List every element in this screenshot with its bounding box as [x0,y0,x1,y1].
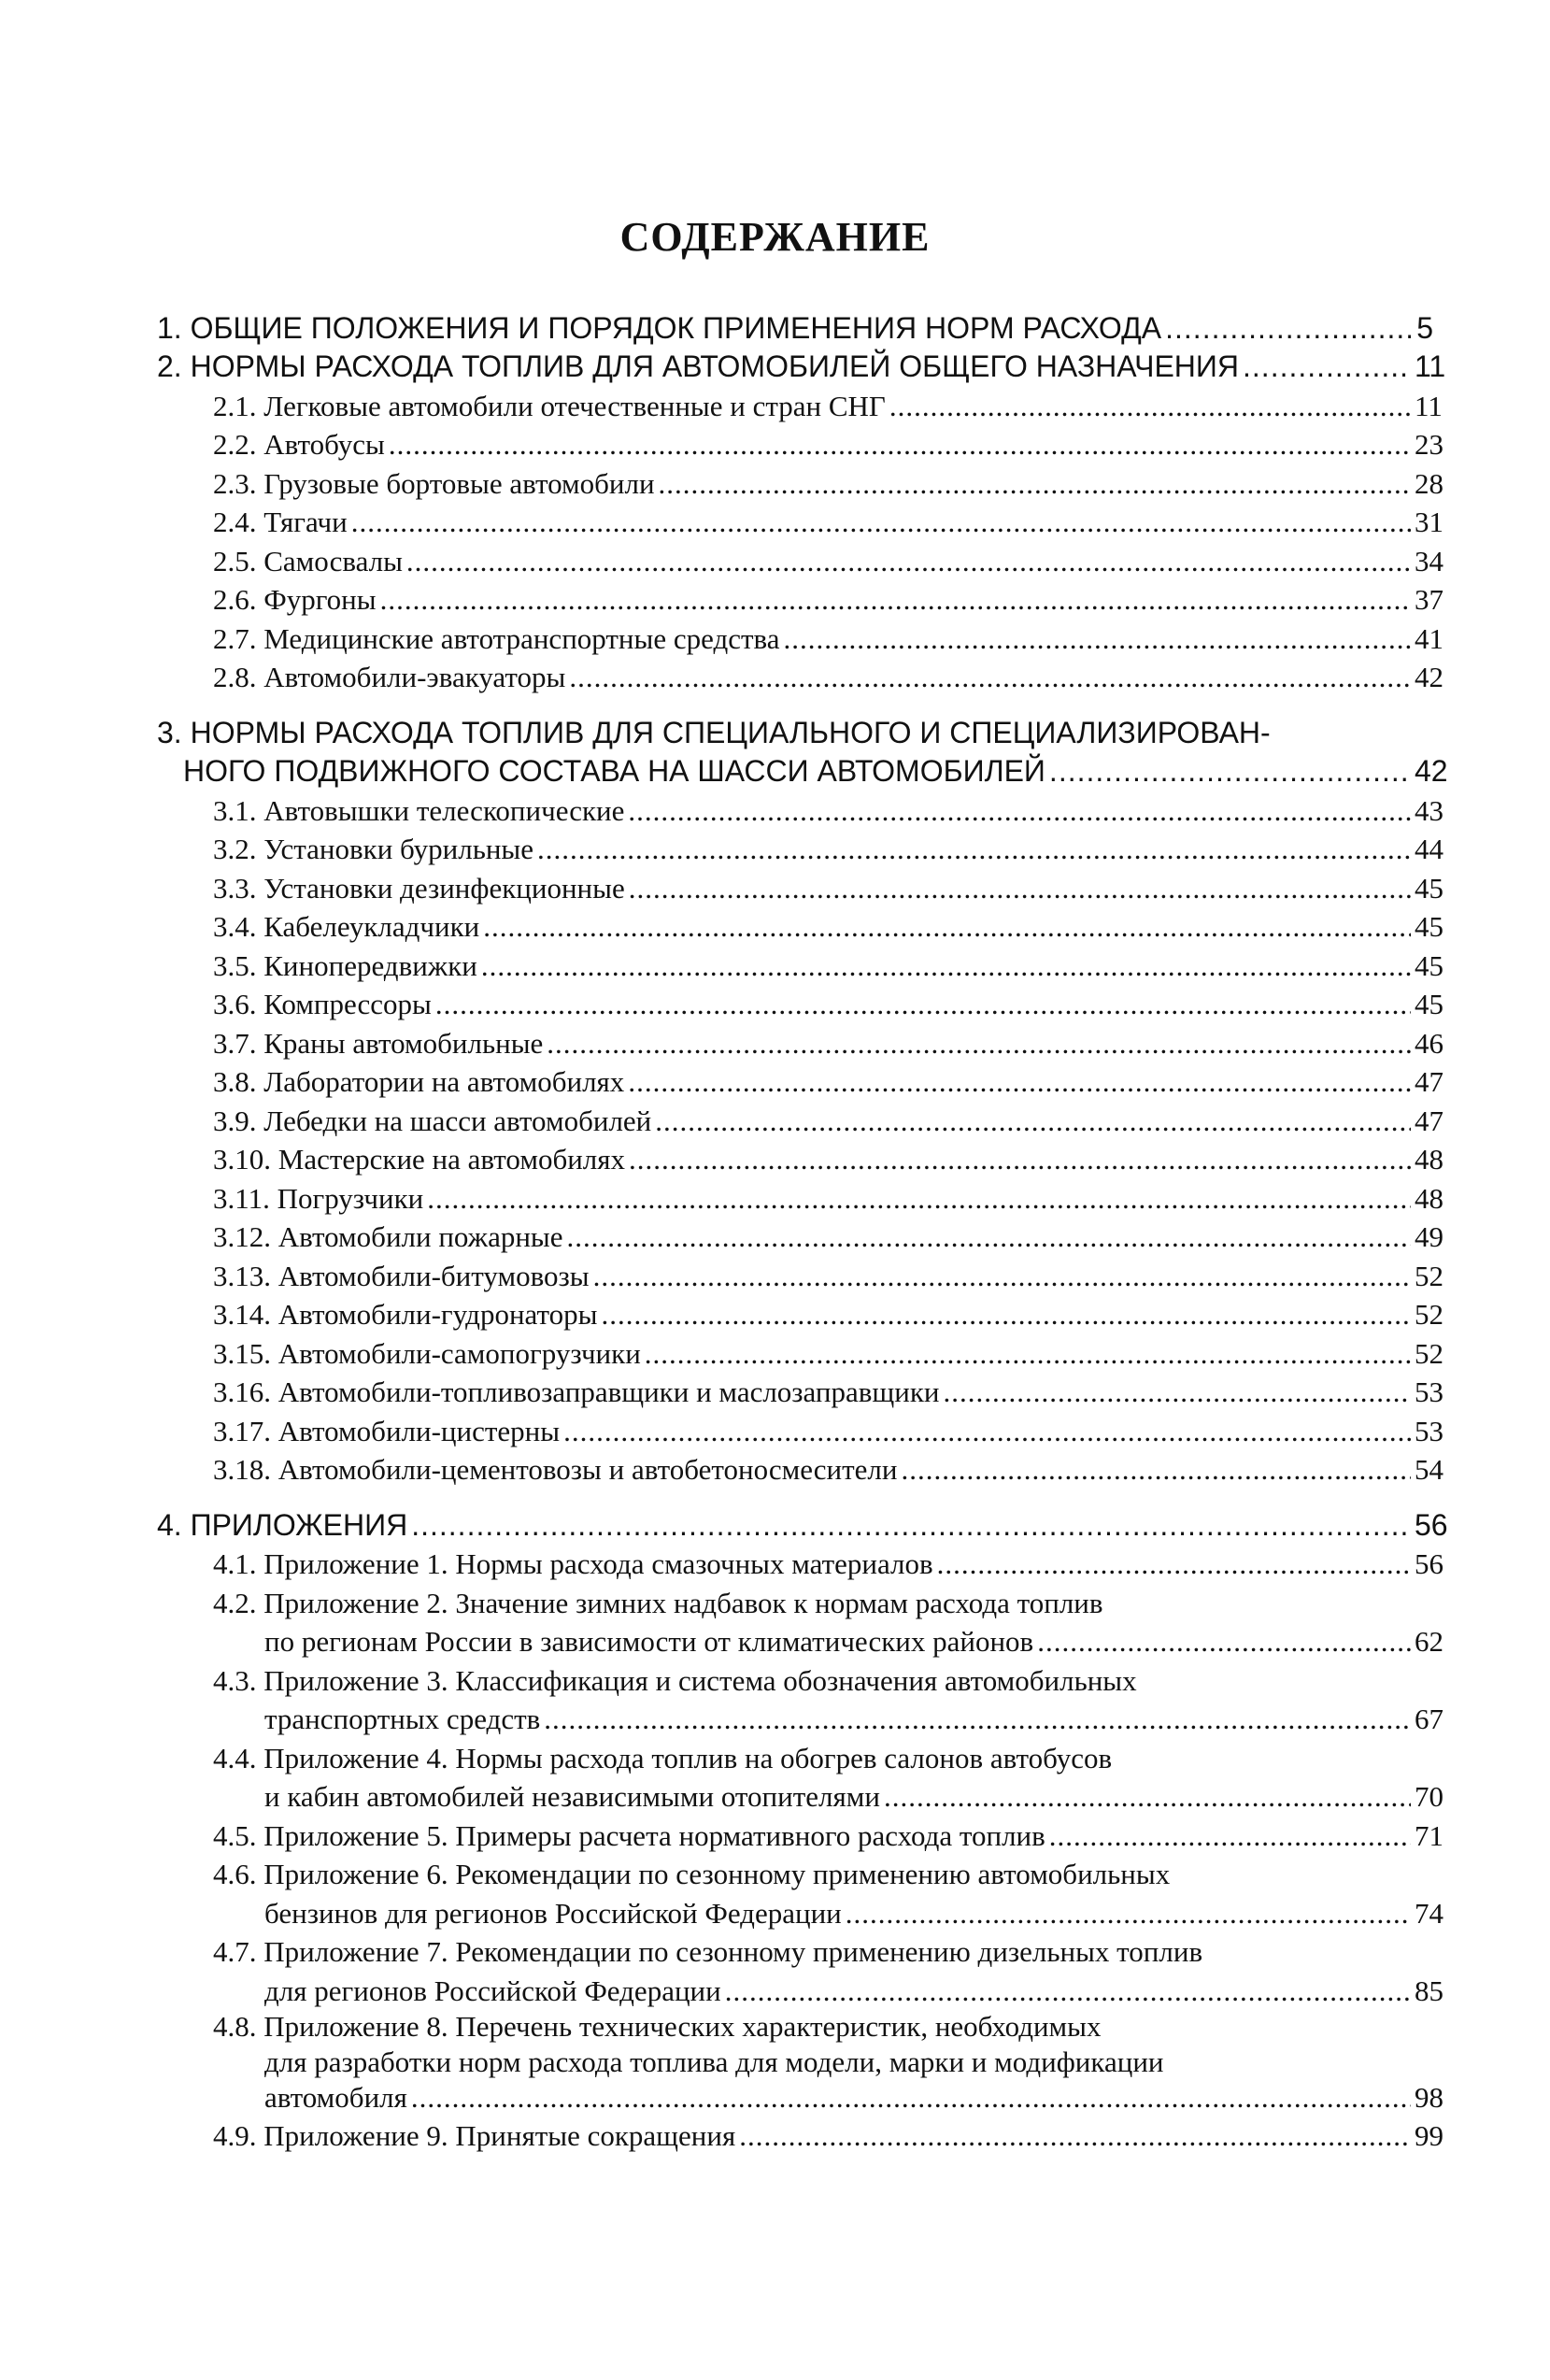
toc-page-number: 49 [1415,1220,1443,1253]
toc-entry-title: 3.13. Автомобили-битумовозы [213,1259,590,1292]
dot-leader [629,1143,1411,1176]
toc-entry-title: 3.4. Кабелеукладчики [213,910,480,943]
toc-page-number: 44 [1415,833,1443,865]
toc-page-number: 67 [1415,1703,1443,1735]
toc-entry [0,1023,1550,1062]
toc-entry [0,1855,1550,1894]
toc-page-number: 56 [1415,1507,1448,1542]
toc-entry-title: 2.7. Медицинские автотранспортные средства [213,621,780,655]
toc-title: 3. НОРМЫ РАСХОДА ТОПЛИВ ДЛЯ СПЕЦИАЛЬНОГО И СПЕЦИАЛИЗИРОВАН- [157,715,1271,749]
toc-entry [0,1295,1550,1334]
toc-entry-title: бензинов для регионов Российской Федерации [264,1896,842,1930]
toc-page-number: 53 [1415,1414,1443,1447]
toc-entry [0,1816,1550,1855]
toc-entry-title: 2.6. Фургоны [213,583,377,616]
dot-leader [628,1065,1411,1099]
toc-entry-title: 3.9. Лебедки на шасси автомобилей [213,1104,652,1137]
dot-leader [645,1337,1411,1371]
toc-entry [0,1101,1550,1140]
dot-leader [427,1182,1411,1216]
toc-entry [0,1450,1550,1489]
toc-entry-title: 4.8. Приложение 8. Перечень технических характеристик, необходимых [213,2009,1102,2043]
toc-entry [0,619,1550,658]
toc-entry-title: 2.5. Самосвалы [213,544,403,577]
toc-entry [0,1660,1550,1700]
toc-page-number: 37 [1415,583,1443,616]
toc-title: НОГО ПОДВИЖНОГО СОСТАВА НА ШАССИ АВТОМОБИЛЕЙ [183,754,1045,788]
toc-entry [0,425,1550,464]
toc-entry-title: 2.3. Грузовые бортовые автомобили [213,466,655,500]
toc-entry-title: 2.2. Автобусы [213,428,385,461]
toc-page-number: 98 [1415,2080,1443,2114]
toc-entry [0,580,1550,620]
toc-page-number: 56 [1415,1547,1443,1580]
dot-leader [601,1298,1411,1332]
toc-title: 4. ПРИЛОЖЕНИЯ [157,1507,408,1542]
toc-entry [0,1738,1550,1777]
toc-entry-title: 3.15. Автомобили-самопогрузчики [213,1336,641,1370]
dot-leader [547,1027,1411,1061]
dot-leader [901,1453,1411,1487]
toc-page-number: 70 [1415,1780,1443,1813]
toc-entry [0,1218,1550,1257]
toc-section-3-cont [0,752,1550,791]
dot-leader [406,545,1411,578]
toc-entry-title: автомобиля [264,2080,407,2114]
toc-entry-cont [0,1700,1550,1739]
dot-leader [629,872,1411,905]
toc-entry-cont [0,1971,1550,2010]
toc-entry-title: для регионов Российской Федерации [264,1974,721,2007]
dot-leader [1165,311,1411,346]
toc-entry [0,1545,1550,1584]
toc-entry-title: 3.10. Мастерские на автомобилях [213,1143,626,1176]
toc-entry-cont [0,2081,1550,2116]
toc-entry-title: 3.12. Автомобили пожарные [213,1220,563,1253]
dot-leader [889,390,1411,423]
toc-page-number: 45 [1415,988,1443,1020]
dot-leader [351,506,1411,539]
dot-leader [937,1547,1411,1581]
toc-entry [0,1140,1550,1179]
toc-entry-title: 3.1. Автовышки телескопические [213,793,625,827]
toc-entry-cont [0,1893,1550,1932]
toc-page-number: 52 [1415,1298,1443,1331]
toc-page-number: 45 [1415,871,1443,905]
toc-entry [0,503,1550,542]
toc-page-number: 34 [1415,544,1443,577]
toc-entry [0,1373,1550,1412]
toc-entry-cont [0,2045,1550,2081]
dot-leader [483,910,1411,944]
dot-leader [628,794,1411,828]
toc-page-number: 85 [1415,1974,1443,2007]
toc-entry [0,830,1550,869]
toc-page-number: 5 [1416,310,1433,345]
toc-page-number: 99 [1415,2119,1443,2152]
page-title: СОДЕРЖАНИЕ [619,214,931,260]
toc-page-number: 53 [1415,1375,1443,1408]
toc-entry [0,658,1550,697]
toc-section-3 [0,713,1550,752]
toc-entry [0,1932,1550,1972]
toc-entry [0,1411,1550,1450]
toc-page-number: 62 [1415,1625,1443,1658]
toc-title: 1. ОБЩИЕ ПОЛОЖЕНИЯ И ПОРЯДОК ПРИМЕНЕНИЯ НОРМ РАСХОДА [157,310,1162,345]
toc-entry-title: 3.14. Автомобили-гудронаторы [213,1298,598,1331]
dot-leader [411,2081,1411,2115]
dot-leader [593,1260,1411,1293]
toc-page-number: 11 [1415,389,1443,422]
toc-entry-title: 4.3. Приложение 3. Классификация и система обозначения автомобильных [213,1663,1137,1697]
toc-entry [0,2116,1550,2156]
dot-leader [1049,1819,1411,1853]
toc-entry-title: 4.1. Приложение 1. Нормы расхода смазочных материалов [213,1547,933,1580]
toc-page-number: 47 [1415,1065,1443,1098]
toc-entry-title: 3.11. Погрузчики [213,1181,424,1215]
dot-leader [1243,349,1411,384]
toc-page-number: 42 [1415,754,1448,788]
toc-entry-title: 4.4. Приложение 4. Нормы расхода топлив на обогрев салонов автобусов [213,1741,1113,1774]
toc-page-number: 74 [1415,1896,1443,1930]
toc-page-number: 23 [1415,428,1443,461]
toc-section-4 [0,1505,1550,1545]
dot-leader [537,833,1411,866]
toc-section-2 [0,348,1550,387]
toc-entry-title: 3.18. Автомобили-цементовозы и автобетоносмесители [213,1453,898,1486]
dot-leader [784,622,1411,656]
toc-entry-title: 3.5. Кинопередвижки [213,948,477,982]
dot-leader [659,467,1411,501]
toc-entry [0,868,1550,907]
toc-entry-title: 3.3. Установки дезинфекционные [213,871,625,905]
toc-section-1 [0,308,1550,348]
toc-page-number: 42 [1415,661,1443,693]
toc-entry [0,386,1550,425]
toc-entry-title: 4.9. Приложение 9. Принятые сокращения [213,2119,736,2152]
toc-entry-title: 4.6. Приложение 6. Рекомендации по сезонному применению автомобильных [213,1858,1171,1890]
toc-entry-title: по регионам России в зависимости от климатических районов [264,1625,1034,1658]
toc-title: 2. НОРМЫ РАСХОДА ТОПЛИВ ДЛЯ АВТОМОБИЛЕЙ ОБЩЕГО НАЗНАЧЕНИЯ [157,349,1240,383]
toc-page-number: 43 [1415,793,1443,827]
toc-entry-title: 4.2. Приложение 2. Значение зимних надбавок к нормам расхода топлив [213,1586,1103,1619]
toc-entry [0,463,1550,503]
toc-entry [0,1178,1550,1218]
toc-entry-cont [0,1777,1550,1817]
toc-page-number: 11 [1415,349,1446,383]
table-of-contents [0,308,1550,2155]
toc-page-number: 71 [1415,1818,1443,1852]
toc-entry [0,1333,1550,1373]
toc-entry-title: 3.16. Автомобили-топливозаправщики и маслозаправщики [213,1375,940,1408]
toc-entry-title: 2.1. Легковые автомобили отечественные и стран СНГ [213,389,886,422]
toc-entry [0,791,1550,830]
toc-page-number: 45 [1415,948,1443,982]
dot-leader [884,1780,1411,1814]
toc-entry-title: 3.7. Краны автомобильные [213,1026,544,1060]
toc-page-number: 45 [1415,910,1443,943]
toc-entry [0,946,1550,985]
dot-leader [846,1897,1411,1931]
toc-entry-title: 3.17. Автомобили-цистерны [213,1414,561,1447]
dot-leader [544,1703,1411,1736]
toc-entry [0,2010,1550,2045]
toc-entry [0,1256,1550,1295]
toc-entry-title: для разработки норм расхода топлива для модели, марки и модификации [264,2045,1164,2078]
toc-page-number: 31 [1415,506,1443,538]
dot-leader [1037,1625,1411,1659]
toc-entry-title: 3.2. Установки бурильные [213,833,534,865]
toc-page-number: 48 [1415,1143,1443,1176]
toc-entry-title: 3.8. Лаборатории на автомобилях [213,1065,625,1098]
toc-entry-title: транспортных средств [264,1703,541,1735]
toc-page-number: 46 [1415,1026,1443,1060]
dot-leader [944,1375,1412,1409]
toc-entry-title: 4.7. Приложение 7. Рекомендации по сезонному применению дизельных топлив [213,1935,1203,1968]
toc-page-number: 48 [1415,1181,1443,1215]
dot-leader [567,1220,1411,1254]
toc-page-number: 41 [1415,621,1443,655]
dot-leader [389,428,1411,462]
toc-page-number: 52 [1415,1336,1443,1370]
dot-leader [725,1974,1411,2008]
toc-entry [0,1062,1550,1102]
dot-leader [435,988,1411,1021]
toc-entry-title: 3.6. Компрессоры [213,988,432,1020]
toc-entry-title: 4.5. Приложение 5. Примеры расчета нормативного расхода топлив [213,1818,1045,1852]
toc-page-number: 52 [1415,1259,1443,1292]
dot-leader [380,583,1411,617]
dot-leader [563,1415,1411,1448]
dot-leader [739,2119,1411,2153]
toc-entry [0,907,1550,947]
toc-entry-title: и кабин автомобилей независимыми отопителями [264,1780,880,1813]
dot-leader [1049,754,1411,789]
dot-leader [569,661,1411,694]
dot-leader [481,949,1411,983]
dot-leader [655,1104,1411,1138]
toc-entry-title: 2.8. Автомобили-эвакуаторы [213,661,566,693]
toc-page-number: 47 [1415,1104,1443,1137]
toc-entry-title: 2.4. Тягачи [213,506,348,538]
toc-page-number: 28 [1415,466,1443,500]
toc-entry-cont [0,1622,1550,1661]
toc-entry [0,541,1550,580]
dot-leader [411,1508,1411,1543]
toc-entry [0,985,1550,1024]
toc-page-number: 54 [1415,1453,1443,1486]
toc-entry [0,1583,1550,1622]
